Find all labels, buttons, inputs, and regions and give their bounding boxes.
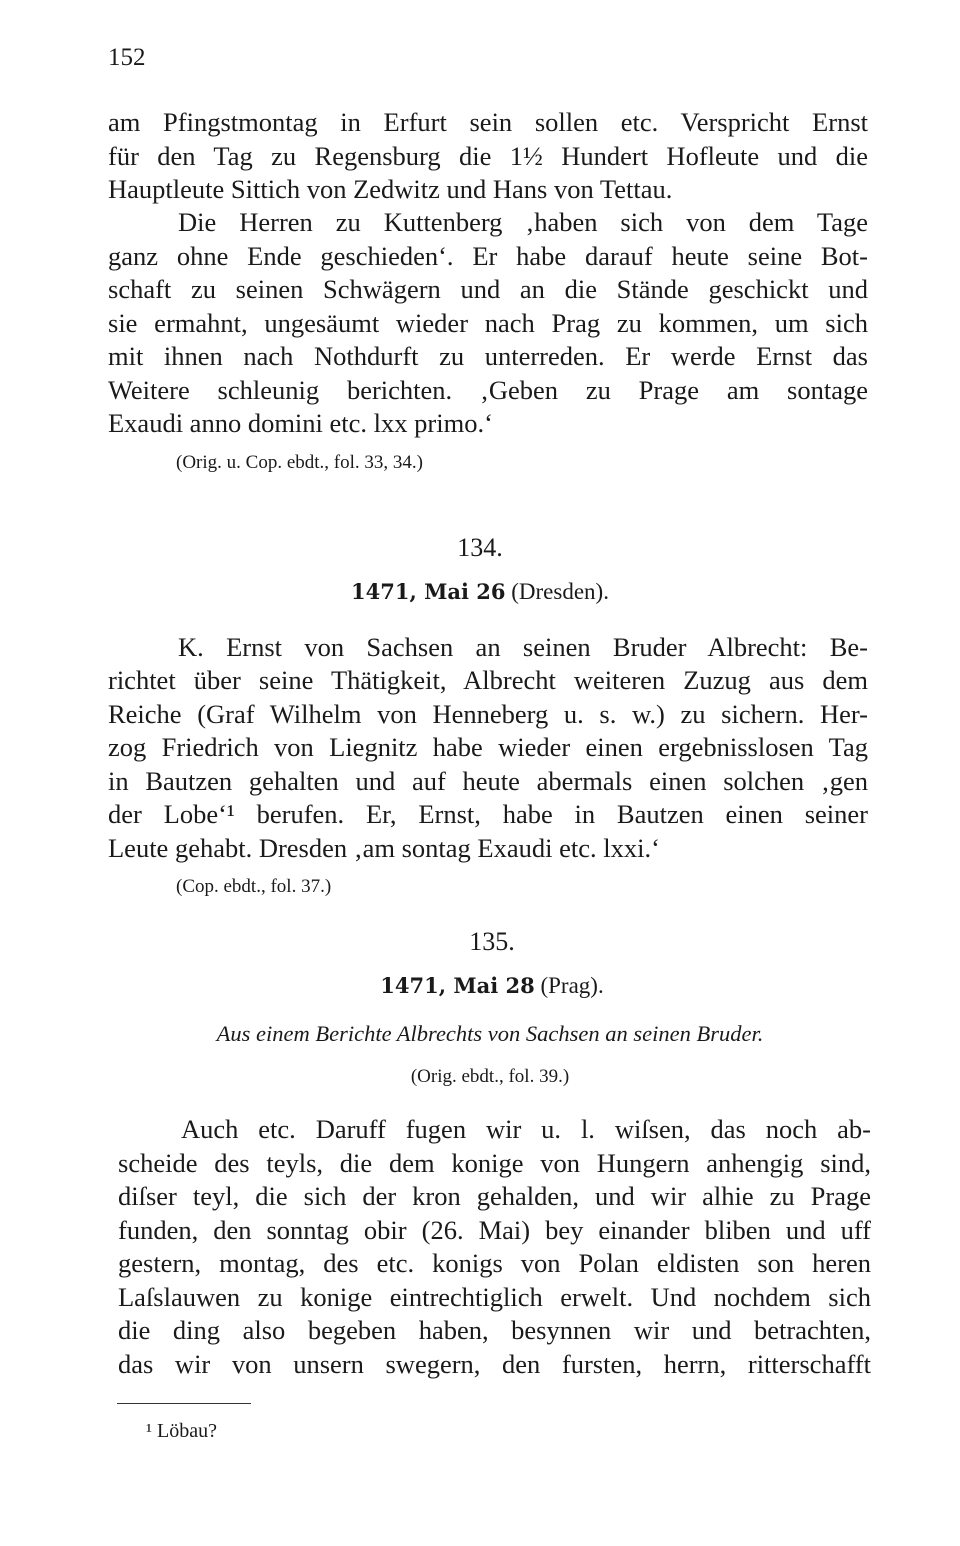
text-line: K. Ernst von Sachsen an seinen Bruder Albrecht: Be-	[178, 632, 868, 662]
document-number: 135.	[469, 927, 515, 956]
source-citation: (Orig. ebdt., fol. 39.)	[410, 1066, 570, 1087]
text-line: Auch etc. Daruff fugen wir u. l. wiſsen, das noch ab-	[181, 1114, 871, 1144]
text-line: diſser teyl, die sich der kron gehalden, und wir alhie zu Prage	[118, 1181, 871, 1211]
date-place: (Dresden).	[505, 579, 609, 604]
text-line: mit ihnen nach Nothdurft zu unterreden. Er werde Ernst das	[108, 341, 868, 371]
text-line: Die Herren zu Kuttenberg ‚haben sich von dem Tage	[178, 207, 868, 237]
text-line: in Bautzen gehalten und auf heute abermals einen solchen ‚gen	[108, 766, 868, 796]
source-citation: (Orig. u. Cop. ebdt., fol. 33, 34.)	[176, 452, 423, 473]
text-line: sie ermahnt, ungesäumt wieder nach Prag zu kommen, um sich	[108, 308, 868, 338]
source-citation: (Cop. ebdt., fol. 37.)	[176, 876, 332, 897]
text-line: Weitere schleunig berichten. ‚Geben zu Prage am sontage	[108, 375, 868, 405]
document-summary: Aus einem Berichte Albrechts von Sachsen an seinen Bruder.	[216, 1021, 764, 1046]
text-line: Leute gehabt. Dresden ‚am sontag Exaudi etc. lxxi.‘	[108, 833, 660, 863]
date-place: (Prag).	[534, 973, 604, 998]
text-line: ganz ohne Ende geschieden‘. Er habe darauf heute seine Bot-	[108, 241, 868, 271]
text-line: die ding also begeben haben, besynnen wir und betrachten,	[118, 1315, 871, 1345]
text-line: funden, den sonntag obir (26. Mai) bey einander bliben und uff	[118, 1215, 871, 1245]
document-date	[12, 973, 960, 999]
page-number: 152	[108, 44, 146, 71]
text-line: schaft zu seinen Schwägern und an die Stände geschickt und	[108, 274, 868, 304]
text-line: richtet über seine Thätigkeit, Albrecht weiteren Zuzug aus dem	[108, 665, 868, 695]
text-line: am Pfingstmontag in Erfurt sein sollen etc. Verspricht Ernst	[108, 107, 868, 137]
text-line: Hauptleute Sittich von Zedwitz und Hans von Tettau.	[108, 174, 673, 204]
text-line: für den Tag zu Regensburg die 1½ Hundert Hofleute und die	[108, 141, 868, 171]
text-line: Reiche (Graf Wilhelm von Henneberg u. s. w.) zu sichern. Her-	[108, 699, 868, 729]
text-line: Exaudi anno domini etc. lxx primo.‘	[108, 408, 493, 438]
date-bold: 1471, Mai 26	[351, 579, 506, 604]
document-date	[0, 579, 960, 605]
footnote-divider	[117, 1403, 251, 1404]
text-line: scheide des teyls, die dem konige von Hungern anhengig sind,	[118, 1148, 871, 1178]
text-line: gestern, montag, des etc. konigs von Polan eldisten son heren	[118, 1248, 871, 1278]
text-line: der Lobe‘¹ berufen. Er, Ernst, habe in Bautzen einen seiner	[108, 799, 868, 829]
document-number: 134.	[457, 533, 503, 562]
text-line: das wir von unsern swegern, den fursten, herrn, ritterschafft	[118, 1349, 871, 1379]
text-line: Laſslauwen zu konige eintrechtiglich erwelt. Und nochdem sich	[118, 1282, 871, 1312]
date-bold: 1471, Mai 28	[380, 973, 535, 998]
footnote: ¹ Löbau?	[146, 1420, 217, 1442]
text-line: zog Friedrich von Liegnitz habe wieder einen ergebnisslosen Tag	[108, 732, 868, 762]
